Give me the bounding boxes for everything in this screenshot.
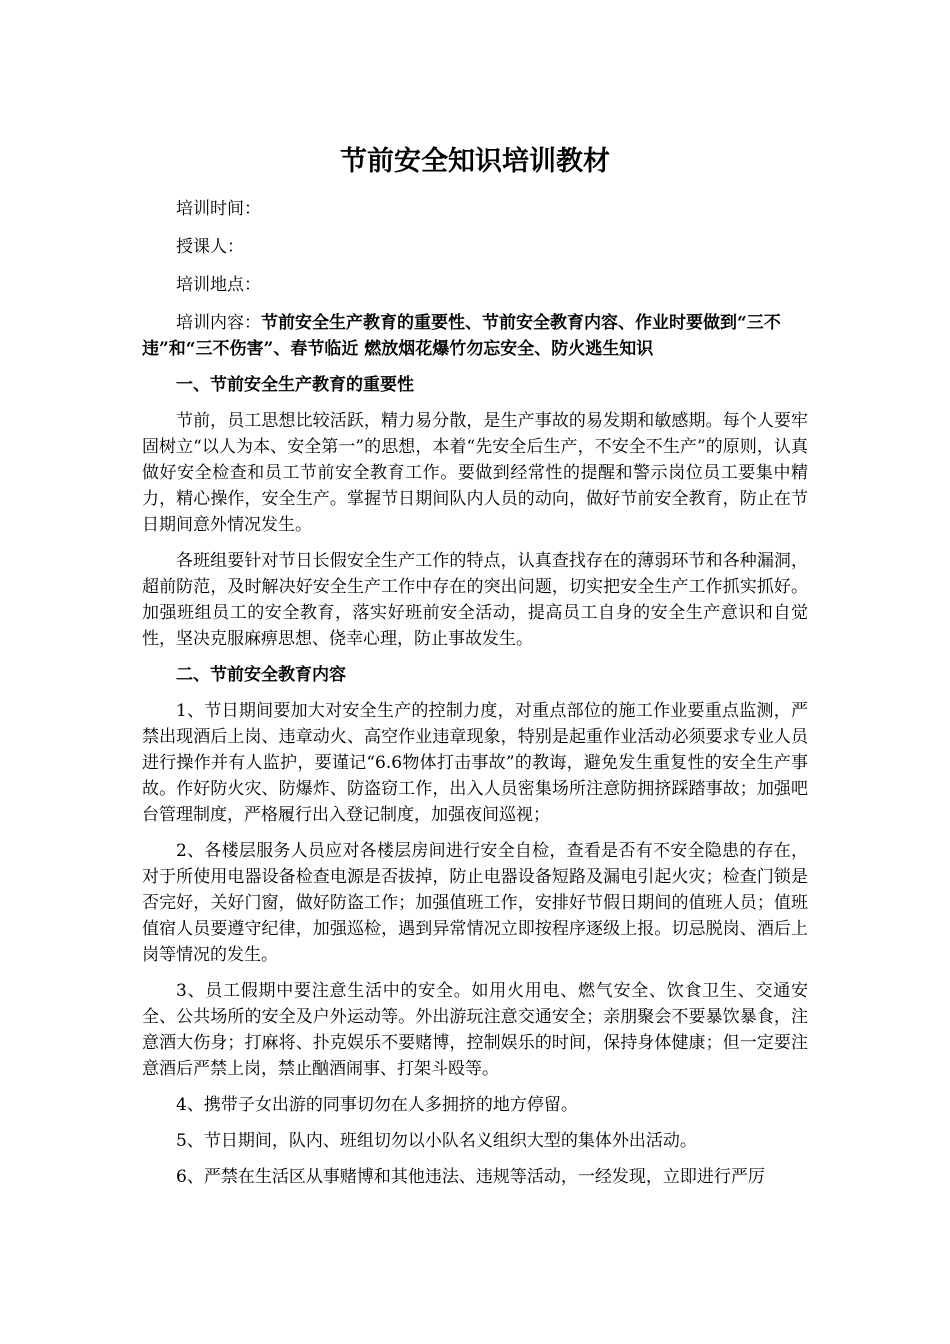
section1-paragraph: 各班组要针对节日长假安全生产工作的特点，认真查找存在的薄弱环节和各种漏洞，超前防范，及时解决好安全生产工作中存在的突出问题，切实把安全生产工作抓实抓好。加强班组员工的安全教育，落实好班前安全活动，提高员工自身的安全生产意识和自觉性，坚决克服麻痹思想、侥幸心理，防止事故发生。: [142, 551, 808, 649]
section2-item-6: 6、严禁在生活区从事赌博和其他违法、违规等活动，一经发现，立即进行严厉: [176, 1167, 765, 1187]
section1-paragraph: 节前，员工思想比较活跃，精力易分散，是生产事故的易发期和敏感期。每个人要牢固树立“以人为本、安全第一”的思想，本着“先安全后生产，不安全不生产”的原则，认真做好安全检查和员工节前安全教育工作。要做到经常性的提醒和警示岗位员工要集中精力，精心操作，安全生产。掌握节日期间队内人员的动向，做好节前安全教育，防止在节日期间意外情况发生。: [142, 411, 808, 535]
section-heading-2: 二、节前安全教育内容: [176, 665, 346, 685]
lecturer: 授课人：: [176, 237, 244, 257]
section2-item-4: 4、携带子女出游的同事切勿在人多拥挤的地方停留。: [176, 1095, 578, 1115]
section2-item-3: 3、员工假期中要注意生活中的安全。如用火用电、燃气安全、饮食卫生、交通安全、公共场所的安全及户外运动等。外出游玩注意交通安全；亲朋聚会不要暴饮暴食，注意酒大伤身；打麻将、扑克娱乐不要赌博，控制娱乐的时间，保持身体健康；但一定要注意酒后严禁上岗，禁止酗酒闹事、打架斗殴等。: [142, 981, 808, 1079]
section2-item-5: 5、节日期间，队内、班组切勿以小队名义组织大型的集体外出活动。: [176, 1131, 697, 1151]
training-location: 培训地点：: [176, 275, 261, 295]
training-content-text: 节前安全生产教育的重要性、节前安全教育内容、作业时要做到“三不违”和“三不伤害”、春节临近 燃放烟花爆竹勿忘安全、防火逃生知识: [142, 313, 781, 359]
document-title: 节前安全知识培训教材: [340, 146, 610, 177]
section-heading-1: 一、节前安全生产教育的重要性: [176, 375, 414, 395]
section2-item-2: 2、各楼层服务人员应对各楼层房间进行安全自检，查看是否有不安全隐患的存在，对于所使用电器设备检查电源是否拔掉，防止电器设备短路及漏电引起火灾；检查门锁是否完好，关好门窗，做好防盗工作；加强值班工作，安排好节假日期间的值班人员；值班值宿人员要遵守纪律，加强巡检，遇到异常情况立即按程序逐级上报。切忌脱岗、酒后上岗等情况的发生。: [142, 841, 808, 965]
training-time: 培训时间：: [176, 199, 261, 219]
training-content: [142, 310, 808, 362]
section2-item-1: 1、节日期间要加大对安全生产的控制力度，对重点部位的施工作业要重点监测，严禁出现酒后上岗、违章动火、高空作业违章现象，特别是起重作业活动必须要求专业人员进行操作并有人监护，要谨记“6.6物体打击事故”的教诲，避免发生重复性的安全生产事故。作好防火灾、防爆炸、防盗窃工作，出入人员密集场所注意防拥挤踩踏事故；加强吧台管理制度，严格履行出入登记制度，加强夜间巡视；: [142, 701, 808, 825]
training-content-label: 培训内容：: [176, 313, 261, 333]
